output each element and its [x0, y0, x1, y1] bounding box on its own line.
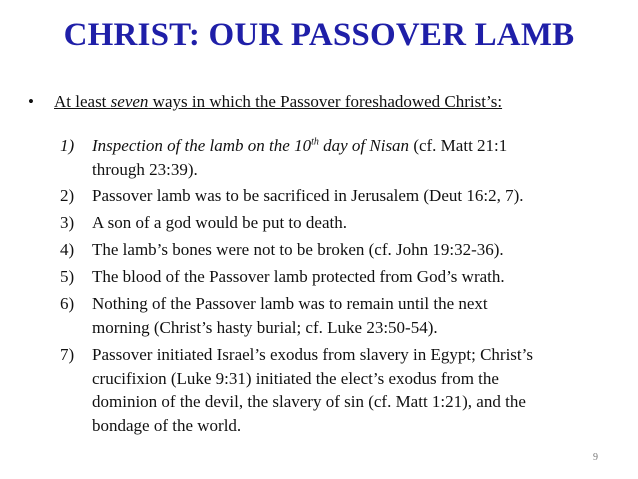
item-number: 3): [60, 213, 75, 232]
item-line: A son of a god would be put to death.: [92, 213, 347, 232]
item-line: bondage of the world.: [92, 415, 242, 435]
item-number: 5): [60, 267, 75, 286]
item-number: 4): [60, 240, 75, 259]
slide-title: CHRIST: OUR PASSOVER LAMB: [63, 17, 575, 53]
intro-after: ways in which the Passover foreshadowed Christ’s:: [148, 92, 503, 111]
item-text: [92, 292, 612, 339]
item-text: [92, 184, 612, 208]
item-text: [92, 211, 612, 235]
item-line: dominion of the devil, the slavery of sin (cf. Matt 1:21), and the: [92, 392, 526, 411]
item-text: [92, 265, 612, 289]
bullet-icon: •: [28, 92, 34, 111]
intro-before: At least: [54, 92, 111, 111]
item-italic-b: day of Nisan: [318, 136, 410, 155]
item-line: Nothing of the Passover lamb was to remain until the next: [92, 294, 488, 313]
item-line: The lamb’s bones were not to be broken (cf. John 19:32-36).: [92, 240, 504, 259]
item-rest: (cf. Matt 21:1: [409, 136, 508, 155]
item-superscript: th: [311, 136, 319, 148]
item-number: 1): [60, 136, 75, 155]
item-number: 7): [60, 345, 75, 364]
item-number: 6): [60, 294, 75, 313]
item-italic-a: Inspection of the lamb on the 10: [92, 136, 312, 155]
item-line: Passover lamb was to be sacrificed in Jerusalem (Deut 16:2, 7).: [92, 186, 524, 205]
item-text: [92, 134, 612, 181]
item-line: [92, 134, 612, 158]
intro-emphasis: seven: [110, 92, 149, 111]
item-line: The blood of the Passover lamb protected from God’s wrath.: [92, 267, 505, 286]
intro-text: [54, 91, 502, 113]
item-text: [92, 238, 612, 262]
item-text: [92, 343, 612, 437]
item-line: morning (Christ’s hasty burial; cf. Luke 23:50-54).: [92, 317, 438, 337]
item-number: 2): [60, 186, 75, 205]
item-line: Passover initiated Israel’s exodus from slavery in Egypt; Christ’s: [92, 345, 533, 364]
page-number: 9: [593, 452, 598, 463]
item-line: through 23:39).: [92, 159, 198, 179]
item-line: crucifixion (Luke 9:31) initiated the elect’s exodus from the: [92, 368, 499, 388]
